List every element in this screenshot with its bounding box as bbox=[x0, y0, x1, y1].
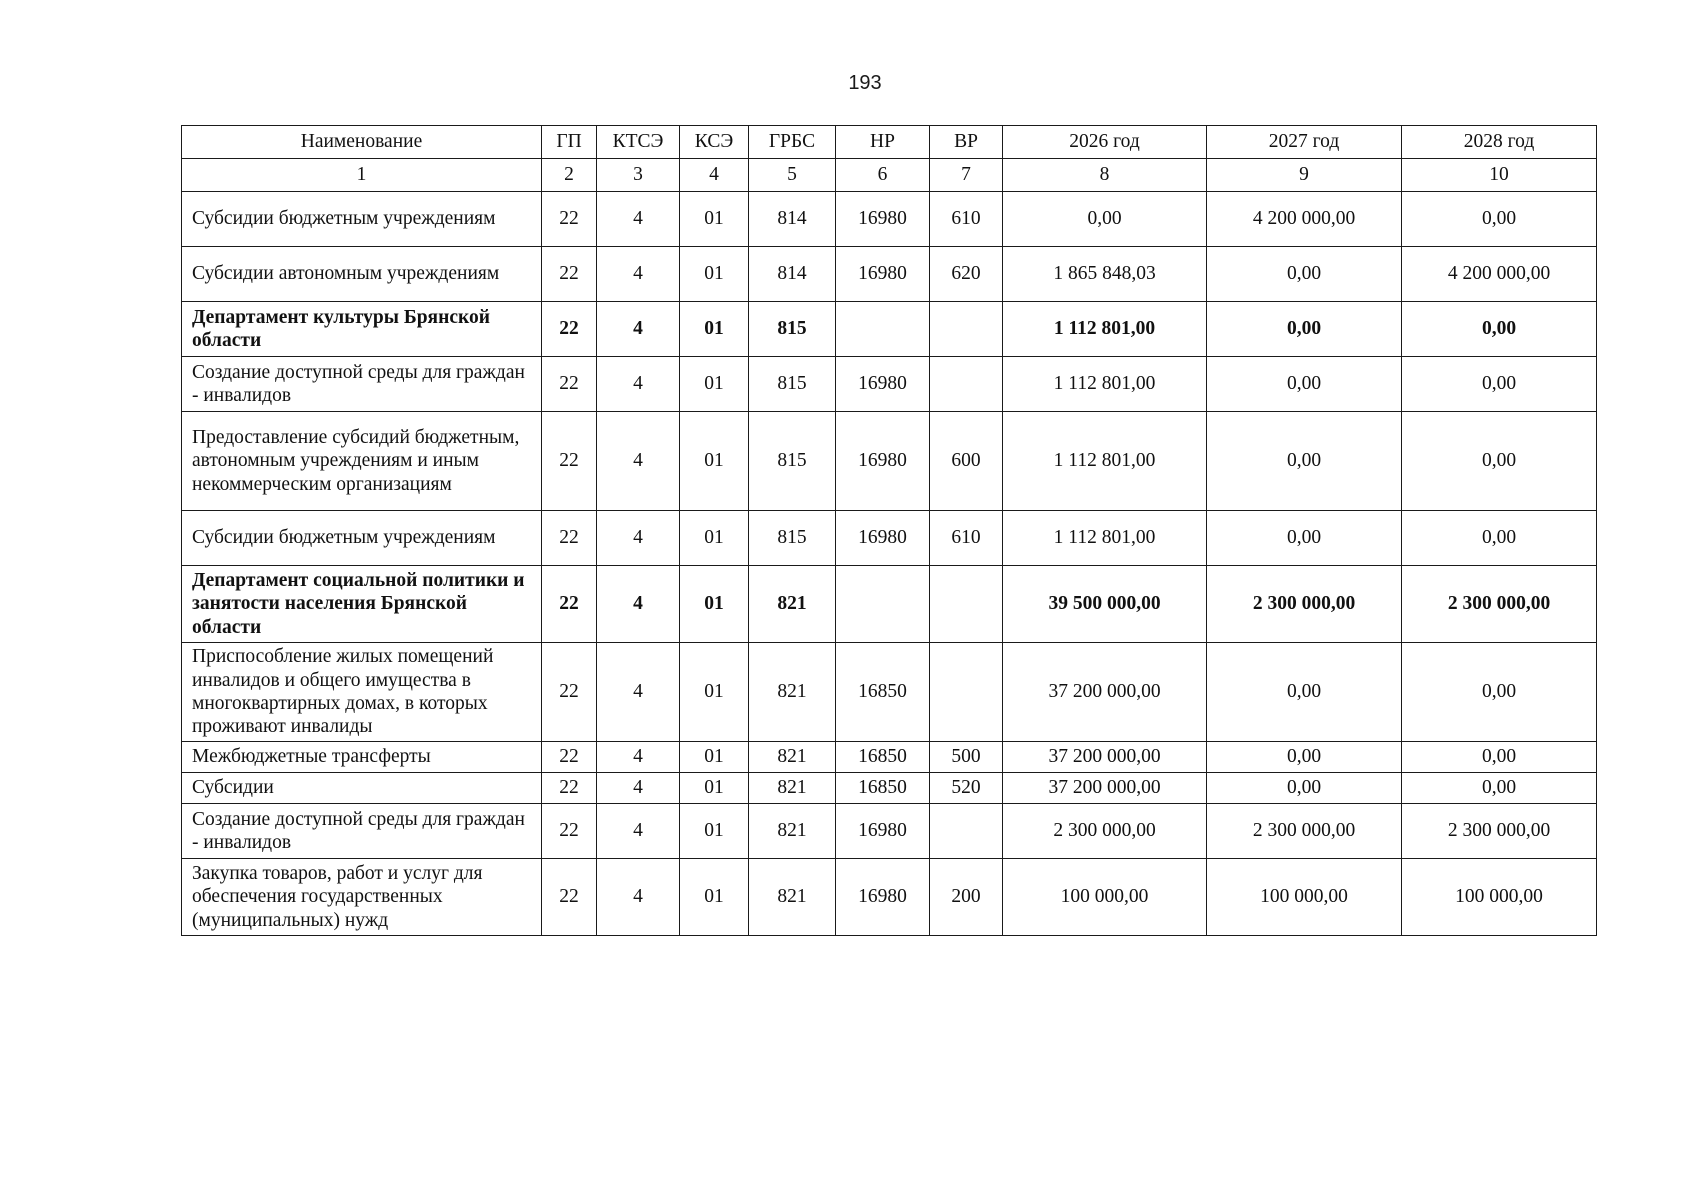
cell-kse: 01 bbox=[680, 643, 749, 742]
header-2027: 2027 год bbox=[1207, 126, 1402, 159]
cell-ktse: 4 bbox=[597, 511, 680, 566]
cell-nr: 16980 bbox=[836, 511, 930, 566]
cell-vr: 200 bbox=[930, 859, 1003, 936]
cell-ktse: 4 bbox=[597, 412, 680, 511]
cell-gp: 22 bbox=[542, 859, 597, 936]
cell-nr: 16980 bbox=[836, 192, 930, 247]
cell-vr bbox=[930, 566, 1003, 643]
cell-kse: 01 bbox=[680, 192, 749, 247]
table-row bbox=[182, 247, 1597, 302]
cell-2026: 1 112 801,00 bbox=[1003, 357, 1207, 412]
cell-name: Создание доступной среды для граждан - инвалидов bbox=[182, 804, 542, 859]
cell-name: Субсидии автономным учреждениям bbox=[182, 247, 542, 302]
table-header-row bbox=[182, 126, 1597, 159]
cell-kse: 01 bbox=[680, 773, 749, 804]
cell-kse: 01 bbox=[680, 742, 749, 773]
cell-grbs: 814 bbox=[749, 247, 836, 302]
table-body bbox=[182, 159, 1597, 936]
cell-name: Департамент социальной политики и занятости населения Брянской области bbox=[182, 566, 542, 643]
column-number: 5 bbox=[749, 159, 836, 192]
column-number: 4 bbox=[680, 159, 749, 192]
cell-grbs: 821 bbox=[749, 566, 836, 643]
cell-kse: 01 bbox=[680, 566, 749, 643]
header-2026: 2026 год bbox=[1003, 126, 1207, 159]
header-ktse: КТСЭ bbox=[597, 126, 680, 159]
cell-vr: 610 bbox=[930, 192, 1003, 247]
cell-grbs: 815 bbox=[749, 412, 836, 511]
cell-kse: 01 bbox=[680, 357, 749, 412]
cell-gp: 22 bbox=[542, 742, 597, 773]
cell-gp: 22 bbox=[542, 357, 597, 412]
cell-2026: 100 000,00 bbox=[1003, 859, 1207, 936]
header-name: Наименование bbox=[182, 126, 542, 159]
cell-2026: 37 200 000,00 bbox=[1003, 742, 1207, 773]
cell-2027: 0,00 bbox=[1207, 247, 1402, 302]
cell-2028: 0,00 bbox=[1402, 302, 1597, 357]
cell-ktse: 4 bbox=[597, 859, 680, 936]
cell-grbs: 815 bbox=[749, 302, 836, 357]
cell-kse: 01 bbox=[680, 302, 749, 357]
cell-nr: 16980 bbox=[836, 247, 930, 302]
cell-name: Межбюджетные трансферты bbox=[182, 742, 542, 773]
table-row bbox=[182, 859, 1597, 936]
cell-2026: 1 112 801,00 bbox=[1003, 412, 1207, 511]
table-row bbox=[182, 511, 1597, 566]
cell-2027: 0,00 bbox=[1207, 742, 1402, 773]
cell-gp: 22 bbox=[542, 773, 597, 804]
cell-kse: 01 bbox=[680, 412, 749, 511]
column-number: 2 bbox=[542, 159, 597, 192]
cell-name: Предоставление субсидий бюджетным, автономным учреждениям и иным некоммерческим организациям bbox=[182, 412, 542, 511]
cell-nr: 16850 bbox=[836, 643, 930, 742]
cell-gp: 22 bbox=[542, 192, 597, 247]
table-row bbox=[182, 192, 1597, 247]
cell-2027: 2 300 000,00 bbox=[1207, 566, 1402, 643]
cell-2028: 0,00 bbox=[1402, 412, 1597, 511]
table-row bbox=[182, 804, 1597, 859]
cell-nr: 16980 bbox=[836, 804, 930, 859]
column-number: 6 bbox=[836, 159, 930, 192]
cell-gp: 22 bbox=[542, 643, 597, 742]
cell-ktse: 4 bbox=[597, 773, 680, 804]
cell-2028: 2 300 000,00 bbox=[1402, 566, 1597, 643]
cell-ktse: 4 bbox=[597, 804, 680, 859]
header-vr: ВР bbox=[930, 126, 1003, 159]
cell-name: Субсидии bbox=[182, 773, 542, 804]
cell-grbs: 821 bbox=[749, 643, 836, 742]
cell-vr bbox=[930, 643, 1003, 742]
cell-ktse: 4 bbox=[597, 302, 680, 357]
table-row bbox=[182, 412, 1597, 511]
header-2028: 2028 год bbox=[1402, 126, 1597, 159]
cell-ktse: 4 bbox=[597, 742, 680, 773]
column-number: 1 bbox=[182, 159, 542, 192]
column-number: 9 bbox=[1207, 159, 1402, 192]
cell-2028: 0,00 bbox=[1402, 742, 1597, 773]
cell-name: Субсидии бюджетным учреждениям bbox=[182, 511, 542, 566]
table-row bbox=[182, 773, 1597, 804]
cell-kse: 01 bbox=[680, 247, 749, 302]
table-row bbox=[182, 742, 1597, 773]
cell-2026: 1 865 848,03 bbox=[1003, 247, 1207, 302]
column-number-row bbox=[182, 159, 1597, 192]
cell-2026: 0,00 bbox=[1003, 192, 1207, 247]
cell-grbs: 815 bbox=[749, 357, 836, 412]
cell-2027: 100 000,00 bbox=[1207, 859, 1402, 936]
cell-grbs: 821 bbox=[749, 804, 836, 859]
cell-nr: 16850 bbox=[836, 742, 930, 773]
cell-grbs: 821 bbox=[749, 742, 836, 773]
header-gp: ГП bbox=[542, 126, 597, 159]
cell-2028: 4 200 000,00 bbox=[1402, 247, 1597, 302]
cell-vr bbox=[930, 357, 1003, 412]
cell-grbs: 821 bbox=[749, 859, 836, 936]
cell-name: Департамент культуры Брянской области bbox=[182, 302, 542, 357]
cell-2028: 2 300 000,00 bbox=[1402, 804, 1597, 859]
cell-2026: 2 300 000,00 bbox=[1003, 804, 1207, 859]
cell-2028: 0,00 bbox=[1402, 511, 1597, 566]
cell-grbs: 821 bbox=[749, 773, 836, 804]
cell-nr: 16980 bbox=[836, 859, 930, 936]
cell-grbs: 815 bbox=[749, 511, 836, 566]
cell-gp: 22 bbox=[542, 566, 597, 643]
cell-vr bbox=[930, 804, 1003, 859]
cell-2027: 2 300 000,00 bbox=[1207, 804, 1402, 859]
column-number: 7 bbox=[930, 159, 1003, 192]
table-row bbox=[182, 302, 1597, 357]
column-number: 8 bbox=[1003, 159, 1207, 192]
cell-gp: 22 bbox=[542, 412, 597, 511]
page-number: 193 bbox=[848, 72, 882, 94]
cell-name: Субсидии бюджетным учреждениям bbox=[182, 192, 542, 247]
cell-name: Закупка товаров, работ и услуг для обеспечения государственных (муниципальных) нужд bbox=[182, 859, 542, 936]
cell-nr bbox=[836, 302, 930, 357]
cell-vr bbox=[930, 302, 1003, 357]
cell-2027: 0,00 bbox=[1207, 643, 1402, 742]
cell-grbs: 814 bbox=[749, 192, 836, 247]
cell-kse: 01 bbox=[680, 804, 749, 859]
cell-ktse: 4 bbox=[597, 192, 680, 247]
cell-2026: 37 200 000,00 bbox=[1003, 643, 1207, 742]
cell-2027: 0,00 bbox=[1207, 302, 1402, 357]
cell-2028: 0,00 bbox=[1402, 643, 1597, 742]
cell-kse: 01 bbox=[680, 859, 749, 936]
header-nr: НР bbox=[836, 126, 930, 159]
cell-name: Приспособление жилых помещений инвалидов и общего имущества в многоквартирных домах, в которых проживают инвалиды bbox=[182, 643, 542, 742]
cell-2026: 1 112 801,00 bbox=[1003, 302, 1207, 357]
cell-2028: 0,00 bbox=[1402, 192, 1597, 247]
cell-2028: 0,00 bbox=[1402, 773, 1597, 804]
cell-2027: 4 200 000,00 bbox=[1207, 192, 1402, 247]
header-kse: КСЭ bbox=[680, 126, 749, 159]
cell-nr: 16980 bbox=[836, 357, 930, 412]
header-grbs: ГРБС bbox=[749, 126, 836, 159]
cell-ktse: 4 bbox=[597, 643, 680, 742]
cell-vr: 620 bbox=[930, 247, 1003, 302]
cell-gp: 22 bbox=[542, 804, 597, 859]
cell-vr: 600 bbox=[930, 412, 1003, 511]
cell-gp: 22 bbox=[542, 511, 597, 566]
cell-ktse: 4 bbox=[597, 566, 680, 643]
table-row bbox=[182, 357, 1597, 412]
cell-vr: 610 bbox=[930, 511, 1003, 566]
cell-gp: 22 bbox=[542, 302, 597, 357]
cell-2027: 0,00 bbox=[1207, 511, 1402, 566]
cell-nr: 16980 bbox=[836, 412, 930, 511]
cell-nr: 16850 bbox=[836, 773, 930, 804]
cell-vr: 520 bbox=[930, 773, 1003, 804]
cell-2028: 0,00 bbox=[1402, 357, 1597, 412]
column-number: 10 bbox=[1402, 159, 1597, 192]
cell-kse: 01 bbox=[680, 511, 749, 566]
cell-gp: 22 bbox=[542, 247, 597, 302]
cell-vr: 500 bbox=[930, 742, 1003, 773]
budget-table bbox=[181, 125, 1597, 936]
cell-2026: 37 200 000,00 bbox=[1003, 773, 1207, 804]
cell-2026: 1 112 801,00 bbox=[1003, 511, 1207, 566]
cell-2028: 100 000,00 bbox=[1402, 859, 1597, 936]
cell-ktse: 4 bbox=[597, 357, 680, 412]
cell-ktse: 4 bbox=[597, 247, 680, 302]
table-row bbox=[182, 566, 1597, 643]
cell-nr bbox=[836, 566, 930, 643]
cell-2026: 39 500 000,00 bbox=[1003, 566, 1207, 643]
table-row bbox=[182, 643, 1597, 742]
column-number: 3 bbox=[597, 159, 680, 192]
cell-name: Создание доступной среды для граждан - инвалидов bbox=[182, 357, 542, 412]
cell-2027: 0,00 bbox=[1207, 357, 1402, 412]
cell-2027: 0,00 bbox=[1207, 412, 1402, 511]
cell-2027: 0,00 bbox=[1207, 773, 1402, 804]
